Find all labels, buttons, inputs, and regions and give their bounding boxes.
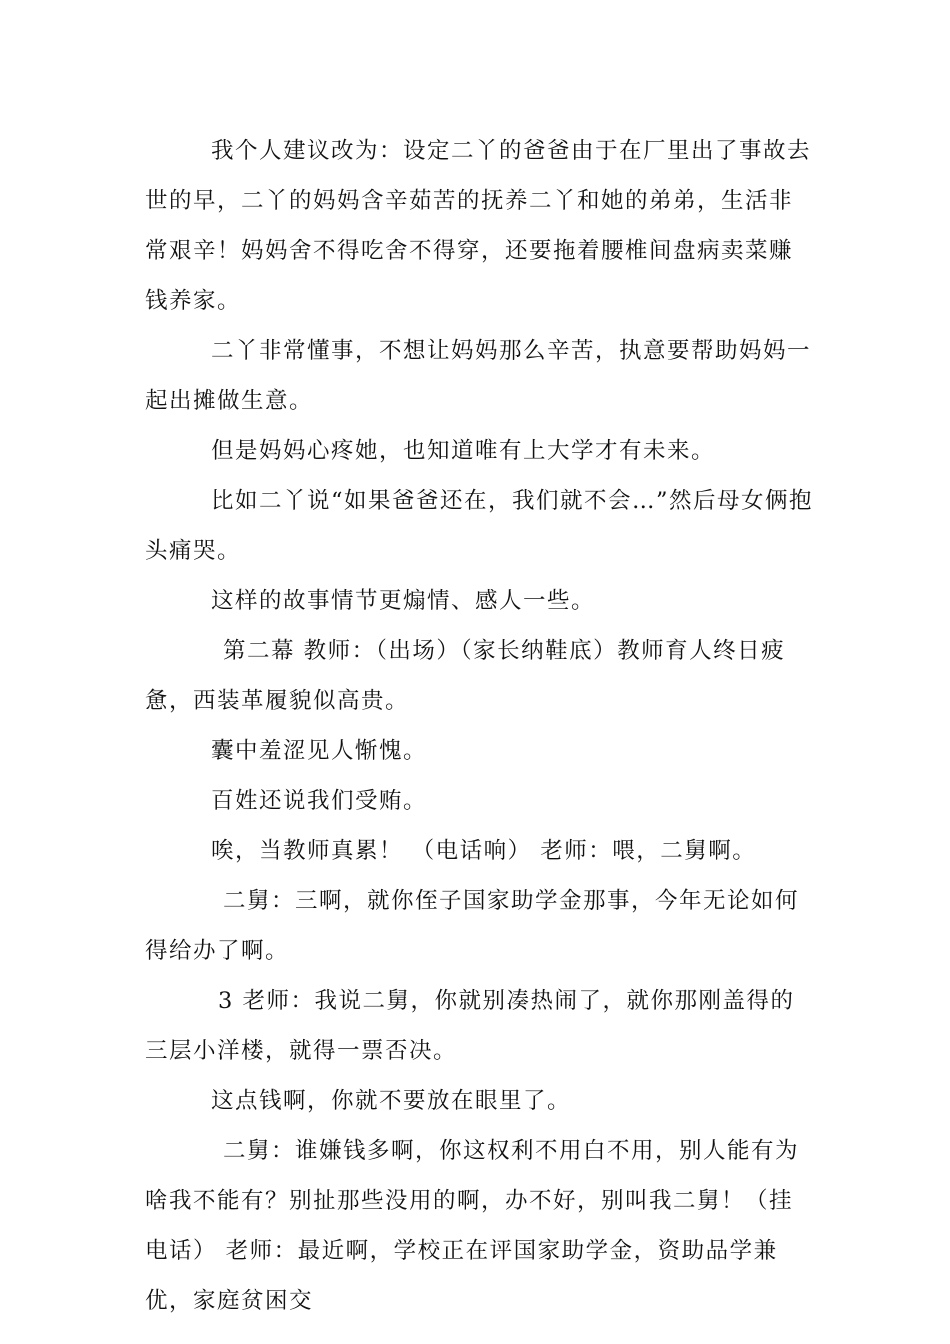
- paragraph-9: 唉，当教师真累！ （电话响） 老师：喂，二舅啊。: [211, 838, 757, 864]
- paragraph-11: 3 老师：我说二舅，你就别凑热闹了，就你那刚盖得的三层小洋楼，就得一票否决。: [145, 988, 795, 1064]
- paragraph-8: 百姓还说我们受贿。: [211, 788, 428, 814]
- paragraph-5: 这样的故事情节更煽情、感人一些。: [211, 588, 596, 614]
- paragraph-10: 二舅：三啊，就你侄子国家助学金那事，今年无论如何得给办了啊。: [145, 888, 800, 964]
- paragraph-7: 囊中羞涩见人惭愧。: [211, 738, 428, 764]
- paragraph-3: 但是妈妈心疼她，也知道唯有上大学才有未来。: [211, 438, 716, 464]
- paragraph-6: 第二幕 教师：（出场）（家长纳鞋底）教师育人终日疲惫，西装革履貌似高贵。: [145, 638, 786, 714]
- document-body: [145, 126, 813, 1326]
- paragraph-12: 这点钱啊，你就不要放在眼里了。: [211, 1088, 572, 1114]
- paragraph-13: 二舅：谁嫌钱多啊，你这权利不用白不用，别人能有为啥我不能有？别扯那些没用的啊，办不好，别叫我二舅！（挂电话） 老师：最近啊，学校正在评国家助学金，资助品学兼优，家庭贫困交: [145, 1138, 800, 1314]
- paragraph-1: 我个人建议改为：设定二丫的爸爸由于在厂里出了事故去世的早，二丫的妈妈含辛茹苦的抚养二丫和她的弟弟，生活非常艰辛！妈妈舍不得吃舍不得穿，还要拖着腰椎间盘病卖菜赚钱养家。: [145, 138, 812, 314]
- paragraph-4: 比如二丫说“如果爸爸还在，我们就不会…”然后母女俩抱头痛哭。: [145, 488, 814, 564]
- paragraph-2: 二丫非常懂事，不想让妈妈那么辛苦，执意要帮助妈妈一起出摊做生意。: [145, 338, 812, 414]
